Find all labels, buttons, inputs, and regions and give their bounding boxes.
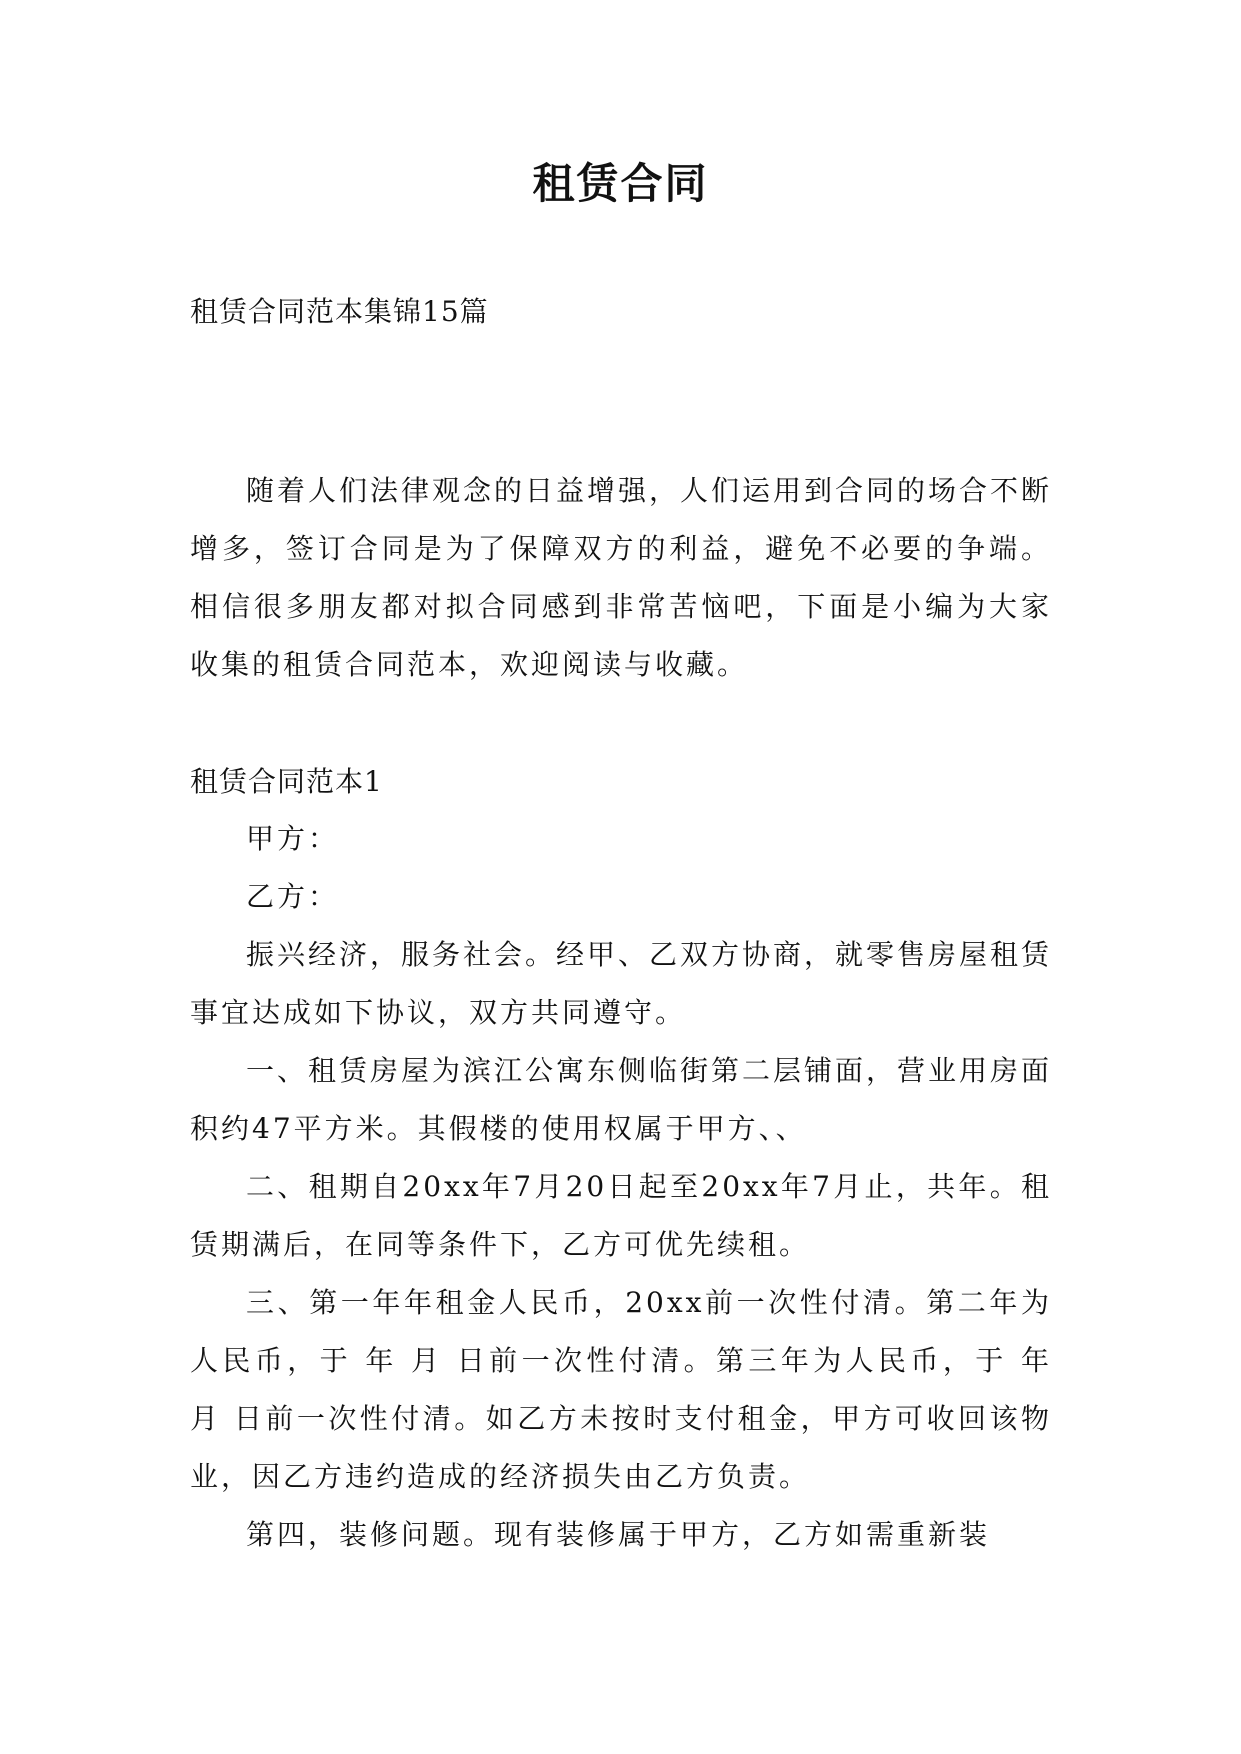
agreement-intro-paragraph: 振兴经济，服务社会。经甲、乙双方协商，就零售房屋租赁事宜达成如下协议，双方共同遵守。 bbox=[190, 938, 1053, 1029]
document-subtitle: 租赁合同范本集锦15篇 bbox=[190, 295, 489, 328]
clause-4-paragraph: 第四，装修问题。现有装修属于甲方，乙方如需重新装 bbox=[246, 1518, 991, 1551]
contract-body bbox=[190, 810, 1052, 1564]
document-title: 租赁合同 bbox=[532, 159, 709, 208]
section-heading: 租赁合同范本1 bbox=[190, 765, 383, 798]
intro-paragraph: 随着人们法律观念的日益增强，人们运用到合同的场合不断增多，签订合同是为了保障双方的利益，避免不必要的争端。相信很多朋友都对拟合同感到非常苦恼吧，下面是小编为大家收集的租赁合同范本，欢迎阅读与收藏。 bbox=[190, 474, 1053, 681]
party-a-line: 甲方： bbox=[246, 822, 340, 855]
clause-1-paragraph: 一、租赁房屋为滨江公寓东侧临街第二层铺面，营业用房面积约47平方米。其假楼的使用权属于甲方、、 bbox=[190, 1054, 1053, 1145]
clause-2-paragraph: 二、租期自20xx年7月20日起至20xx年7月止，共年。租赁期满后，在同等条件下，乙方可优先续租。 bbox=[190, 1170, 1052, 1261]
party-b-line: 乙方： bbox=[246, 880, 340, 913]
clause-3-paragraph: 三、第一年年租金人民币，20xx前一次性付清。第二年为人民币，于 年 月 日前一次性付清。第三年为人民币，于 年 月 日前一次性付清。如乙方未按时支付租金，甲方可收回该物业，因乙方违约造成的经济损失由乙方负责。 bbox=[190, 1286, 1052, 1493]
intro-section bbox=[190, 462, 1052, 694]
